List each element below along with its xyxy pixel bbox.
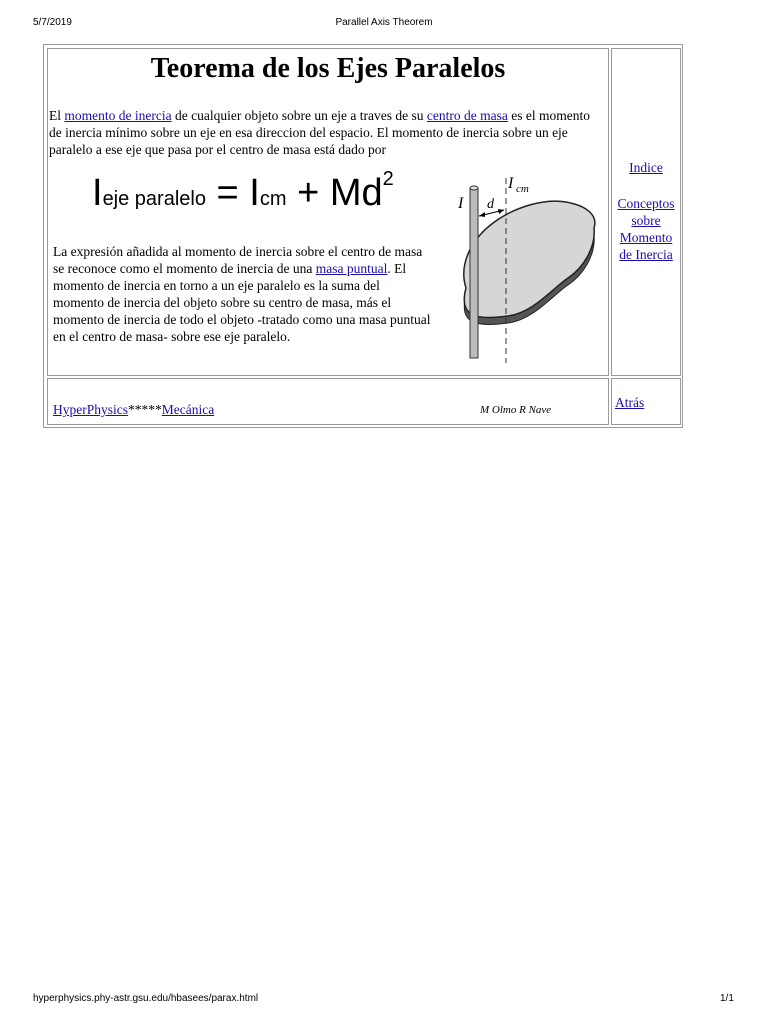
print-page-number: 1/1	[720, 993, 734, 1004]
intro-text-3: es el momento de inercia mínimo sobre un eje en esa direccion del espacio. El momento de inercia sobre un eje paralelo a ese eje que pasa por el centro de masa está dado por	[49, 108, 590, 157]
back-link[interactable]: Atrás	[615, 395, 645, 410]
point-mass-link[interactable]: masa puntual	[315, 261, 388, 276]
label-d: d	[487, 197, 494, 212]
formula-i: I	[92, 172, 103, 214]
footer-stars: *****	[128, 402, 162, 417]
label-i: I	[458, 195, 464, 212]
label-icm: I	[508, 175, 514, 192]
hyperphysics-link[interactable]: HyperPhysics	[53, 402, 128, 417]
formula-exponent: 2	[382, 168, 394, 190]
formula-sub-cm: cm	[259, 188, 287, 210]
moment-of-inertia-link[interactable]: momento de inercia	[64, 108, 172, 123]
concepts-link[interactable]: Conceptos sobre Momento de Inercia	[617, 196, 675, 262]
print-url: hyperphysics.phy-astr.gsu.edu/hbasees/parax.html	[33, 993, 259, 1004]
formula-equals-icm: = I	[205, 172, 260, 214]
parallel-axis-formula	[92, 168, 394, 215]
label-icm-sub: cm	[516, 183, 529, 195]
index-link[interactable]: Indice	[629, 160, 663, 175]
intro-text-2: de cualquier objeto sobre un eje a traves de su	[171, 108, 427, 123]
page-title: Teorema de los Ejes Paralelos	[150, 53, 506, 84]
print-title: Parallel Axis Theorem	[335, 17, 433, 28]
author-credit: M Olmo R Nave	[480, 404, 552, 416]
formula-plus-md: + Md	[286, 172, 383, 214]
print-date: 5/7/2019	[33, 17, 72, 28]
intro-text-1: El	[49, 108, 65, 123]
para-text-2: . El momento de inercia en torno a un eje paralelo es la suma del momento de inercia del objeto sobre su centro de masa, más el momento de inercia de todo el objeto -tratado como una masa puntual en el centro de masa- sobre ese eje paralelo.	[53, 261, 431, 344]
para-text-1: La expresión añadida al momento de inercia sobre el centro de masa se reconoce como el momento de inercia de una	[53, 244, 423, 276]
formula-sub-parallel: eje paralelo	[102, 188, 206, 210]
explanation-paragraph	[53, 243, 433, 345]
center-of-mass-link[interactable]: centro de masa	[426, 108, 508, 123]
intro-paragraph	[49, 107, 604, 158]
footer-nav	[53, 402, 214, 418]
parallel-axis-diagram	[448, 168, 598, 368]
mechanics-link[interactable]: Mecánica	[161, 402, 215, 417]
